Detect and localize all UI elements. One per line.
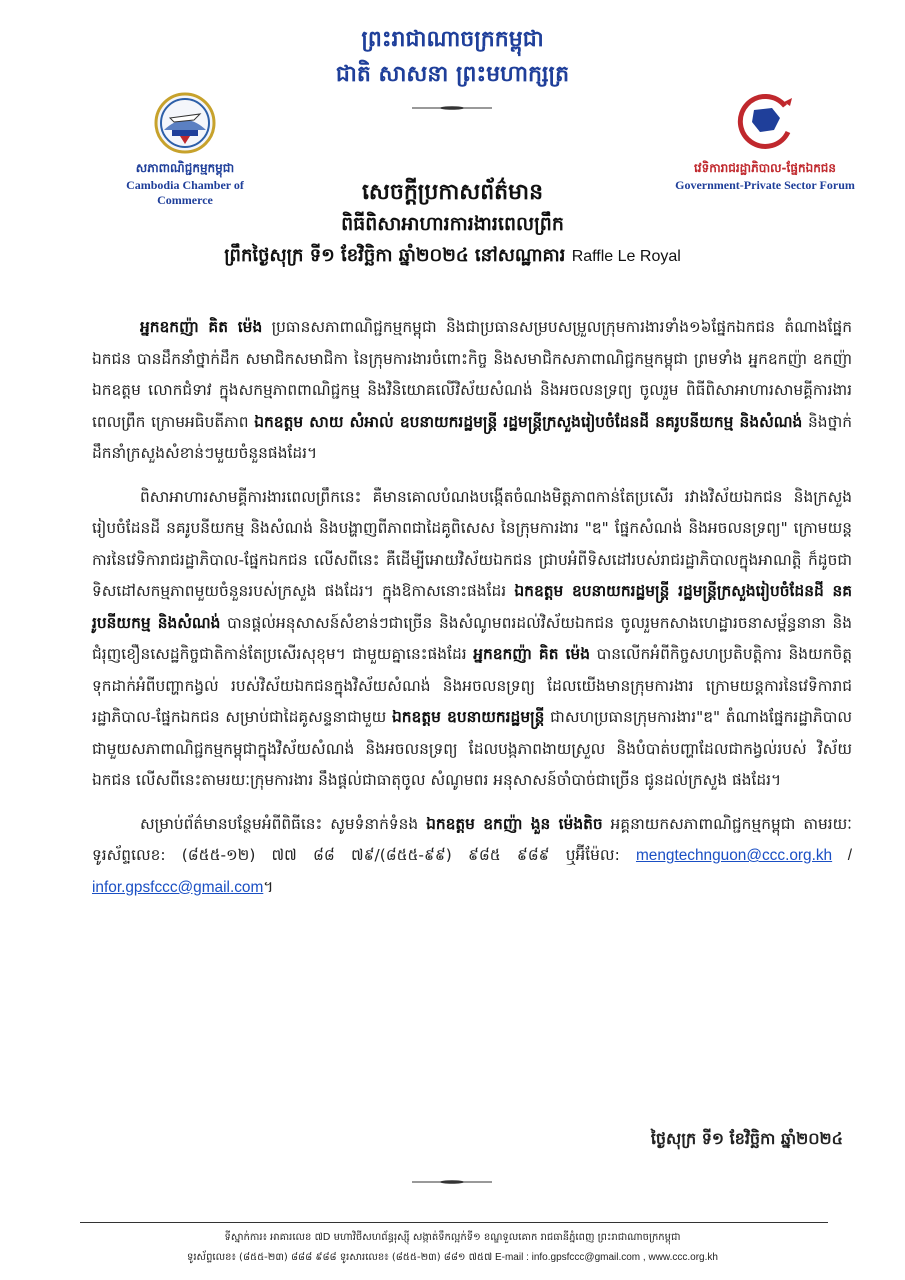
event-date-venue [0,243,905,270]
ccc-name-kh: សភាពាណិជ្ជកម្មកម្ពុជា [135,161,235,175]
email-separator: / [832,847,852,864]
paragraph-2-text-a: ពិសាអាហារសាមគ្គីការងារពេលព្រឹកនេះ គឺមានគោលបំណងបង្កើតចំណងមិត្តភាពកាន់តែប្រសើរ រវាងវិស័យឯកជន និងក្រសួងរៀបចំដែនដី នគរូបនីយកម្ម និងសំណង់ និងបង្ហាញពីភាពជាដៃគូពិសេស នៃក្រុមការងារ "ឌ" ផ្នែកសំណង់ និងអចលនទ្រព្យ" ក្រោមយន្តការនៃវេទិការាជរដ្ឋាភិបាល-ផ្នែកឯកជន លើសពីនេះ គឺដើម្បីអោយវិស័យឯកជន ជ្រាបអំពីទិសដៅរបស់រាជរដ្ឋាភិបាលក្នុងអាណត្តិ ក៏ដូចជាទិសដៅសកម្មភាពមួយចំនួនរបស់ក្រសួង ផងដែរ។ ក្នុងឱកាសនោះផងដែរ [92,487,852,600]
motto-line-2: ជាតិ សាសនា ព្រះមហាក្សត្រ [335,62,570,87]
document-title: សេចក្ដីប្រកាសព័ត៌មាន [361,180,544,205]
footer-phone-fax: ទូរស័ព្ទលេខ៖ (៨៥៥-២៣) ៨៨៨ ៩៨៨ ទូរសារលេខ៖ (៨៥៥-២៣) ៨៨១ ៧៥៧ [187,1252,493,1263]
gpsf-name-en: Government-Private Sector Forum [675,178,855,192]
paragraph-3 [92,809,852,904]
event-venue: Raffle Le Royal [571,248,681,265]
motto-line-1: ព្រះរាជាណាចក្រកម្ពុជា [361,27,544,52]
document-subtitle: ពិធីពិសាអាហារការងារពេលព្រឹក [341,213,564,235]
footer-divider [80,1222,828,1223]
ornament-divider-icon [412,106,492,110]
ccc-name-en: Cambodia Chamber of Commerce [126,178,244,207]
footer-address: ទីស្នាក់ការ៖ អាគារលេខ ៧D មហាវិថីសហព័ន្ធរុស្ស៊ី សង្កាត់ទឹកល្អក់ទី១ ខណ្ឌទួលគោក រាជធានីភ្នំពេញ ព្រះរាជាណាចក្រកម្ពុជា [224,1232,681,1243]
ccc-emblem-icon [150,92,220,154]
footer-email-web: E-mail : info.gpsfccc@gmail.com , www.ccc.org.kh [492,1252,718,1263]
gpsf-name-kh: វេទិការាជរដ្ឋាភិបាល-ផ្នែកឯកជន [693,161,837,175]
paragraph-1-text-a: ប្រធានសភាពាណិជ្ជកម្មកម្ពុជា និងជាប្រធានសម្របសម្រួលក្រុមការងារទាំង១៦ផ្នែកឯកជន តំណាងផ្នែកឯកជន បានដឹកនាំថ្នាក់ដឹក សមាជិកសមាជិកា នៃក្រុមការងារចំពោះកិច្ច និងសមាជិកសភាពាណិជ្ជកម្មកម្ពុជា ព្រមទាំង អ្នកឧកញ៉ា ឧកញ៉ា ឯកឧត្តម លោកជំទាវ ក្នុងសកម្មភាពពាណិជ្ជកម្ម និងវិនិយោគលើវិស័យសំណង់ និងអចលនទ្រព្យ ចូលរួម ពិធីពិសាអាហារសាមគ្គីការងារពេលព្រឹក ក្រោមអធិបតីភាព [92,318,853,431]
paragraph-3-text-a: សម្រាប់ព័ត៌មានបន្ថែមអំពីពិធីនេះ សូមទំនាក់ទំនង [140,814,427,833]
paragraph-1 [92,312,852,470]
paragraph-2-text-d: ជាសហប្រធានក្រុមការងារ"ឌ" តំណាងផ្នែករដ្ឋាភិបាល ជាមួយសភាពាណិជ្ជកម្មកម្ពុជាក្នុងវិស័យសំណង់ និងអចលនទ្រព្យ ដែលបង្កភាពងាយស្រួល និងបំបាត់បញ្ហាដែលជាកង្វល់របស់ វិស័យឯកជន លើសពីនេះតាមរយៈក្រុមការងារ នឹងផ្តល់ជាធាតុចូល សំណូមពរ អនុសាសន៍ចាំបាច់ជាច្រើន ជូនដល់ក្រសួង ផងដែរ។ [92,708,853,789]
paragraph-2 [92,482,852,797]
chair-name-2: ឯកឧត្តម ឧបនាយករដ្ឋមន្ត្រី រដ្ឋមន្ត្រីក្រសួងរៀបចំដែនដី នគរូបនីយកម្ម និងសំណង់ [92,582,853,632]
leader-name: អ្នកឧកញ៉ា គិត ម៉េង [140,318,263,336]
gpsf-emblem-icon [730,92,800,152]
paragraph-2-text-b: បានផ្តល់អនុសាសន៍សំខាន់ៗជាច្រើន និងសំណូមពរដល់វិស័យឯកជន ចូលរួមកសាងហេដ្ឋារចនាសម្ព័ន្ធនានា និងជំរុញខឿនសេដ្ឋកិច្ចជាតិកាន់តែប្រសើរសុខុម។ ជាមួយគ្នានេះផងដែរ [92,613,852,663]
paragraph-3-end: ។ [263,877,274,896]
paragraph-3-text-b: អគ្គនាយកសភាពាណិជ្ជកម្មកម្ពុជា តាមរយៈទូរស័ព្ទលេខ: (៨៥៥-១២) ៧៧ ៨៨ ៧៩/(៨៥៥-៩៩) ៩៨៥ ៩៨៩ ឬអ៊ីម៉ែល: [92,814,852,864]
email-link-2[interactable]: infor.gpsfccc@gmail.com [92,878,264,896]
event-date: ព្រឹកថ្ងៃសុក្រ ទី១ ខែវិច្ឆិកា ឆ្នាំ២០២៤ នៅសណ្ឋាគារ [224,245,566,266]
paragraph-2-text-c: បានលើកអំពីកិច្ចសហប្រតិបត្តិការ និងយកចិត្តទុកដាក់អំពីបញ្ហាកង្វល់ របស់វិស័យឯកជនក្នុងវិស័យសំណង់ និងអចលនទ្រព្យ ដែលយើងមានក្រុមការងារ ក្រោមយន្តការនៃវេទិការាជរដ្ឋាភិបាល-ផ្នែកឯកជន សម្រាប់ជាដៃគូសន្ទនាជាមួយ [92,645,853,726]
chair-name: ឯកឧត្តម សាយ សំអាល់ ឧបនាយករដ្ឋមន្ត្រី រដ្ឋមន្ត្រីក្រសួងរៀបចំដែនដី នគរូបនីយកម្ម និងសំណង់ [254,412,803,431]
chair-name-3: ឯកឧត្តម ឧបនាយករដ្ឋមន្ត្រី [392,708,545,726]
email-link-1[interactable]: mengtechnguon@ccc.org.kh [635,847,833,864]
paragraph-1-text-b: និងថ្នាក់ដឹកនាំក្រសួងសំខាន់ៗមួយចំនួនផងដែរ។ [92,412,852,462]
footer-contact [0,1250,905,1265]
contact-name: ឯកឧត្តម ឧកញ៉ា ងួន ម៉េងតិច [426,814,603,833]
signing-date: ថ្ងៃសុក្រ ទី១ ខែវិច្ឆិកា ឆ្នាំ២០២៤ [650,1129,843,1148]
press-release-body [92,312,852,915]
ornament-divider-bottom-icon [412,1180,492,1184]
leader-name-2: អ្នកឧកញ៉ា គិត ម៉េង [473,645,590,663]
